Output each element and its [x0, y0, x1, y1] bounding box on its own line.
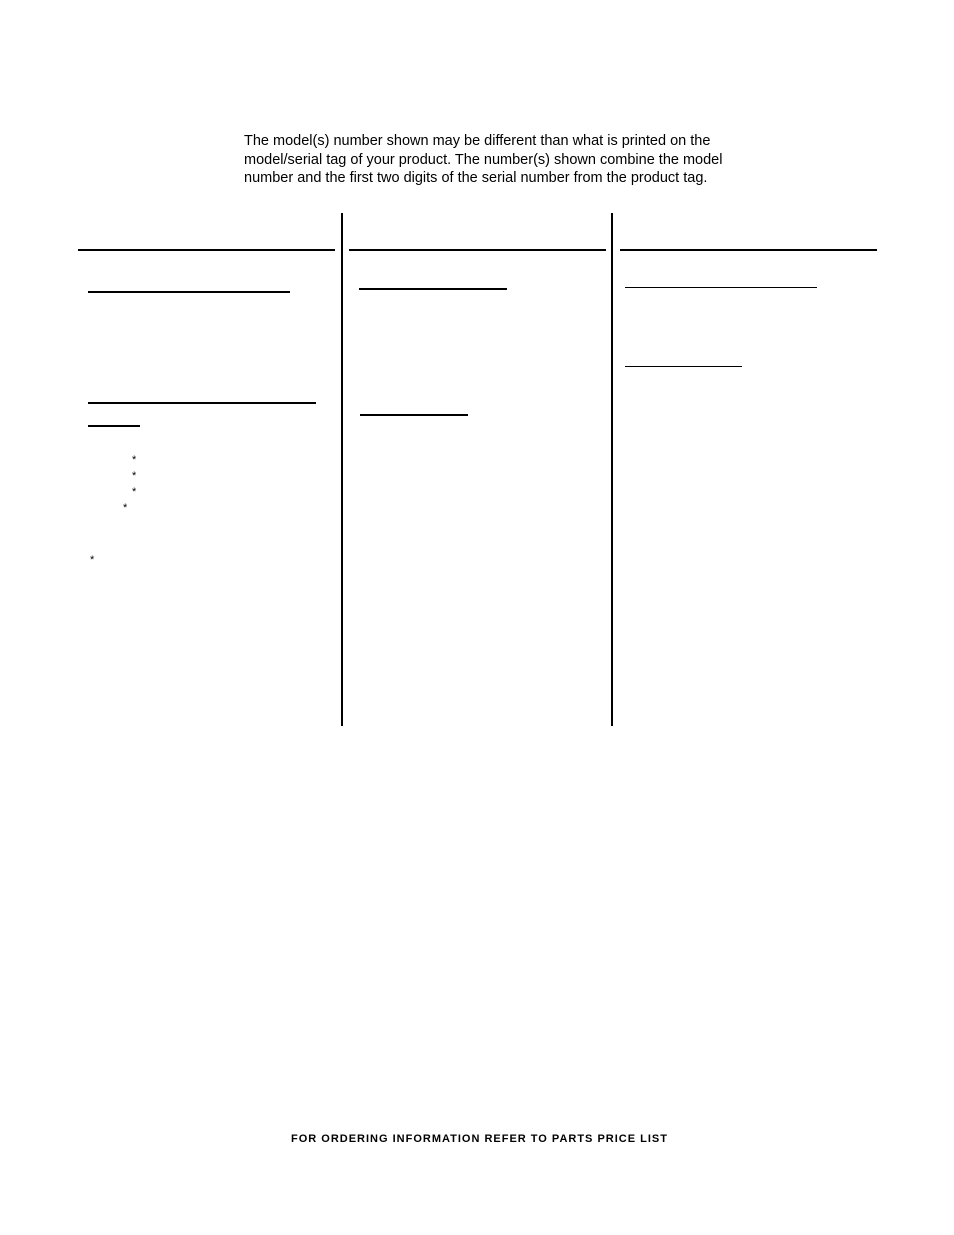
model-number-notice [244, 132, 764, 188]
column-2-heading-underline-1 [359, 288, 507, 290]
notice-line-3: number and the first two digits of the serial number from the product tag. [244, 170, 708, 186]
notice-line-2: model/serial tag of your product. The number(s) shown combine the model [244, 151, 723, 168]
column-divider-left [341, 213, 343, 726]
column-1-header-rule [78, 249, 335, 251]
notice-line-1: The model(s) number shown may be different than what is printed on the [244, 133, 711, 149]
column-3-heading-underline-1 [625, 287, 817, 288]
column-divider-right [611, 213, 613, 726]
asterisk-marker: * [123, 502, 128, 514]
asterisk-marker: * [132, 454, 137, 466]
column-2-header-rule [349, 249, 606, 251]
column-3-header-rule [620, 249, 877, 251]
column-1-heading-underline-3 [88, 425, 140, 427]
asterisk-marker: * [90, 554, 95, 566]
asterisk-marker: * [132, 470, 137, 482]
column-1-heading-underline-1 [88, 291, 290, 293]
asterisk-marker: * [132, 486, 137, 498]
column-1-heading-underline-2 [88, 402, 316, 404]
column-2-heading-underline-2 [360, 414, 468, 416]
ordering-info-footer: FOR ORDERING INFORMATION REFER TO PARTS PRICE LIST [291, 1133, 668, 1145]
column-3-heading-underline-2 [625, 366, 742, 367]
